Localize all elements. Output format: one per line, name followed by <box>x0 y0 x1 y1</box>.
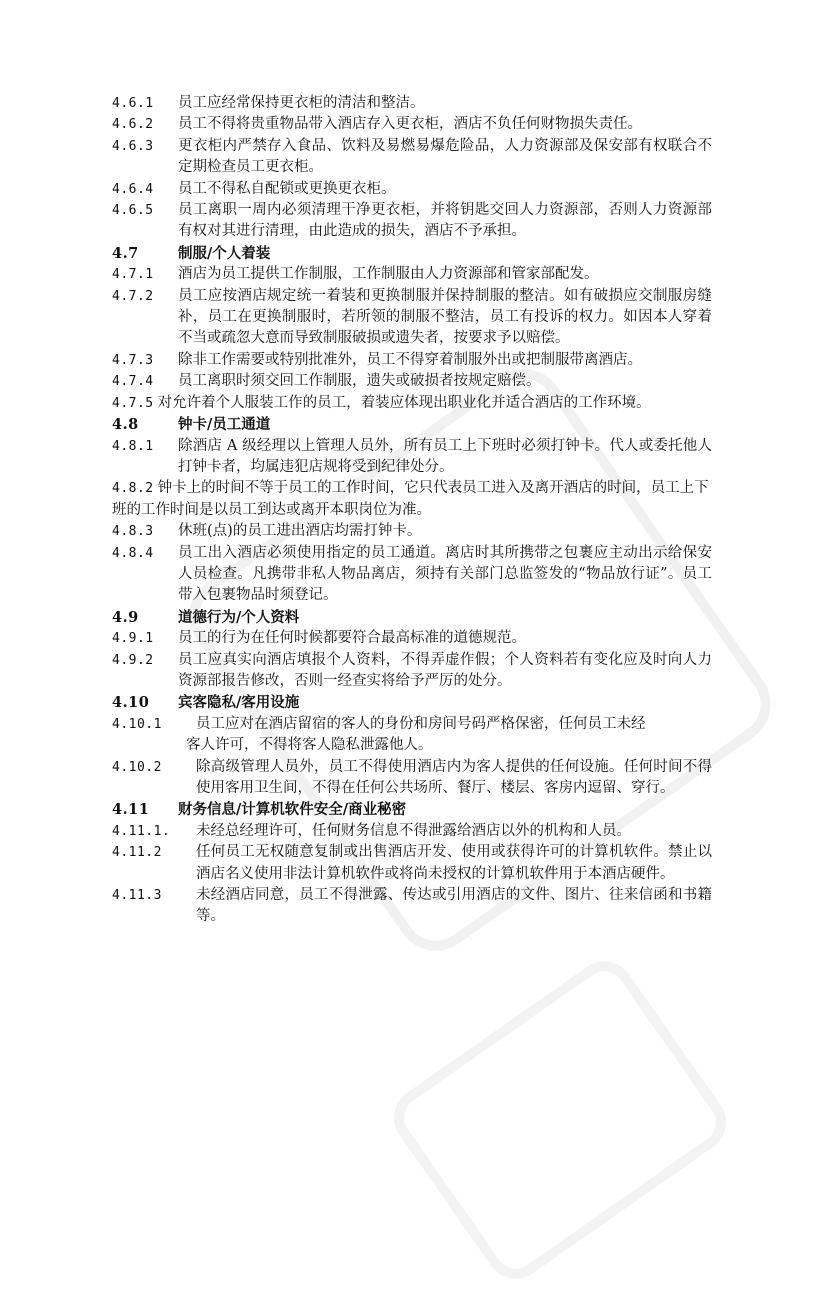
clause-number: 4.9.1 <box>112 631 154 647</box>
clause-4-8-2 <box>112 478 712 521</box>
clause-number: 4.6.5 <box>112 203 154 219</box>
clause-number: 4.11.1. <box>112 823 171 839</box>
clause-text: 员工不得私自配锁或更换更衣柜。 <box>178 180 396 197</box>
document-body <box>112 93 712 928</box>
section-title: 财务信息/计算机软件安全/商业秘密 <box>178 801 407 819</box>
clause-number: 4.10.1 <box>112 716 162 732</box>
clause-4-9-1 <box>112 628 712 649</box>
clause-text: 员工应真实向酒店填报个人资料，不得弄虚作假；个人资料若有变化应及时向人力资源部报告修改，否则一经查实将给予严厉的处分。 <box>178 651 712 689</box>
clause-number: 4.6.4 <box>112 181 154 197</box>
clause-text: 未经总经理许可，任何财务信息不得泄露给酒店以外的机构和人员。 <box>196 822 631 839</box>
clause-text: 钟卡上的时间不等于员工的工作时间，它只代表员工进入及离开酒店的时间，员工上下班的工作时间是以员工到达或离开本职岗位为准。 <box>112 480 709 518</box>
clause-text: 员工应经常保持更衣柜的清洁和整洁。 <box>178 95 425 111</box>
clause-number: 4.8.2 <box>112 481 154 497</box>
clause-4-8-4 <box>112 543 712 607</box>
clause-text: 未经酒店同意，员工不得泄露、传达或引用酒店的文件、图片、往来信函和书籍等。 <box>196 887 712 925</box>
clause-text: 除非工作需要或特别批准外，员工不得穿着制服外出或把制服带离酒店。 <box>178 351 642 368</box>
watermark-shape <box>382 950 738 1290</box>
clause-number: 4.6.2 <box>112 117 154 133</box>
clause-text: 酒店为员工提供工作制服，工作制服由人力资源部和管家部配发。 <box>178 266 599 283</box>
clause-text: 休班(点)的员工进出酒店均需打钟卡。 <box>178 523 422 540</box>
section-title: 制服/个人着装 <box>178 244 271 262</box>
clause-4-7-1 <box>112 264 712 285</box>
clause-4-9-2 <box>112 650 712 693</box>
clause-text: 员工出入酒店必须使用指定的员工通道。离店时其所携带之包裹应主动出示给保安人员检查。凡携带非私人物品离店，须持有关部门总监签发的“物品放行证”。员工带入包裹物品时须登记。 <box>178 544 712 604</box>
clause-number: 4.7.5 <box>112 395 154 411</box>
section-title: 宾客隐私/客用设施 <box>178 694 300 712</box>
clause-text: 对允许着个人服装工作的员工，着装应体现出职业化并适合酒店的工作环境。 <box>157 394 651 411</box>
clause-4-7-4 <box>112 371 712 392</box>
section-heading-4-11 <box>112 799 712 820</box>
clause-number: 4.7.2 <box>112 288 154 304</box>
clause-4-7-2 <box>112 286 712 350</box>
clause-number: 4.7.1 <box>112 267 154 283</box>
clause-number: 4.11.2 <box>112 845 162 861</box>
clause-number: 4.9.2 <box>112 652 154 668</box>
clause-4-6-2 <box>112 114 712 135</box>
clause-text: 任何员工无权随意复制或出售酒店开发、使用或获得许可的计算机软件。禁止以酒店名义使用非法计算机软件或将尚未授权的计算机软件用于本酒店硬件。 <box>196 844 712 882</box>
clause-number: 4.11.3 <box>112 888 162 904</box>
clause-4-6-1 <box>112 93 712 114</box>
section-heading-4-10 <box>112 692 712 713</box>
clause-text: 员工应按酒店规定统一着装和更换制服并保持制服的整洁。如有破损应交制服房缝补，员工在更换制服时，若所领的制服不整洁，员工有投诉的权力。如因本人穿着不当或疏忽大意而导致制服破损或遗失者，按要求予以赔偿。 <box>178 287 712 347</box>
clause-text: 员工的行为在任何时候都要符合最高标准的道德规范。 <box>178 630 526 647</box>
clause-4-10-2 <box>112 757 712 800</box>
clause-text: 员工离职时须交回工作制服，遗失或破损者按规定赔偿。 <box>178 373 541 390</box>
clause-number: 4.6.3 <box>112 138 154 154</box>
section-number: 4.9 <box>112 608 139 626</box>
clause-text: 更衣柜内严禁存入食品、饮料及易燃易爆危险品，人力资源部及保安部有权联合不定期检查员工更衣柜。 <box>178 137 712 176</box>
clause-4-11-2 <box>112 842 712 885</box>
clause-text: 除高级管理人员外，员工不得使用酒店内为客人提供的任何设施。任何时间不得使用客用卫生间，不得在任何公共场所、餐厅、楼层、客房内逗留、穿行。 <box>196 758 712 796</box>
clause-text: 员工不得将贵重物品带入酒店存入更衣柜，酒店不负任何财物损失责任。 <box>178 116 642 133</box>
clause-4-11-3 <box>112 885 712 928</box>
clause-number: 4.10.2 <box>112 759 162 775</box>
clause-4-6-4 <box>112 179 712 200</box>
clause-text: 除酒店 A 级经理以上管理人员外，所有员工上下班时必须打钟卡。代人或委托他人打钟卡者，均属违犯店规将受到纪律处分。 <box>178 437 712 475</box>
section-number: 4.10 <box>112 694 150 712</box>
section-title: 钟卡/员工通道 <box>178 416 271 434</box>
clause-text: 员工离职一周内必须清理干净更衣柜，并将钥匙交回人力资源部，否则人力资源部有权对其进行清理，由此造成的损失，酒店不予承担。 <box>178 202 712 240</box>
clause-4-6-3 <box>112 136 712 179</box>
section-number: 4.7 <box>112 244 139 262</box>
clause-number: 4.6.1 <box>112 96 154 111</box>
section-heading-4-8 <box>112 414 712 435</box>
clause-4-8-1 <box>112 436 712 479</box>
section-heading-4-7 <box>112 243 712 264</box>
clause-number: 4.8.1 <box>112 438 154 454</box>
clause-4-6-5 <box>112 200 712 243</box>
clause-number: 4.7.3 <box>112 352 154 368</box>
clause-4-7-5 <box>112 393 712 414</box>
clause-4-8-3 <box>112 521 712 542</box>
clause-4-10-1 <box>112 714 712 735</box>
section-title: 道德行为/个人资料 <box>178 608 300 626</box>
clause-4-7-3 <box>112 350 712 371</box>
section-heading-4-9 <box>112 607 712 628</box>
section-number: 4.8 <box>112 416 139 434</box>
clause-4-10-1-continuation: 客人许可，不得将客人隐私泄露他人。 <box>186 737 433 754</box>
clause-text: 员工应对在酒店留宿的客人的身份和房间号码严格保密，任何员工未经 <box>196 715 646 732</box>
clause-number: 4.7.4 <box>112 374 154 390</box>
clause-number: 4.8.4 <box>112 545 154 561</box>
clause-number: 4.8.3 <box>112 524 154 540</box>
section-number: 4.11 <box>112 801 150 819</box>
clause-4-11-1 <box>112 821 712 842</box>
